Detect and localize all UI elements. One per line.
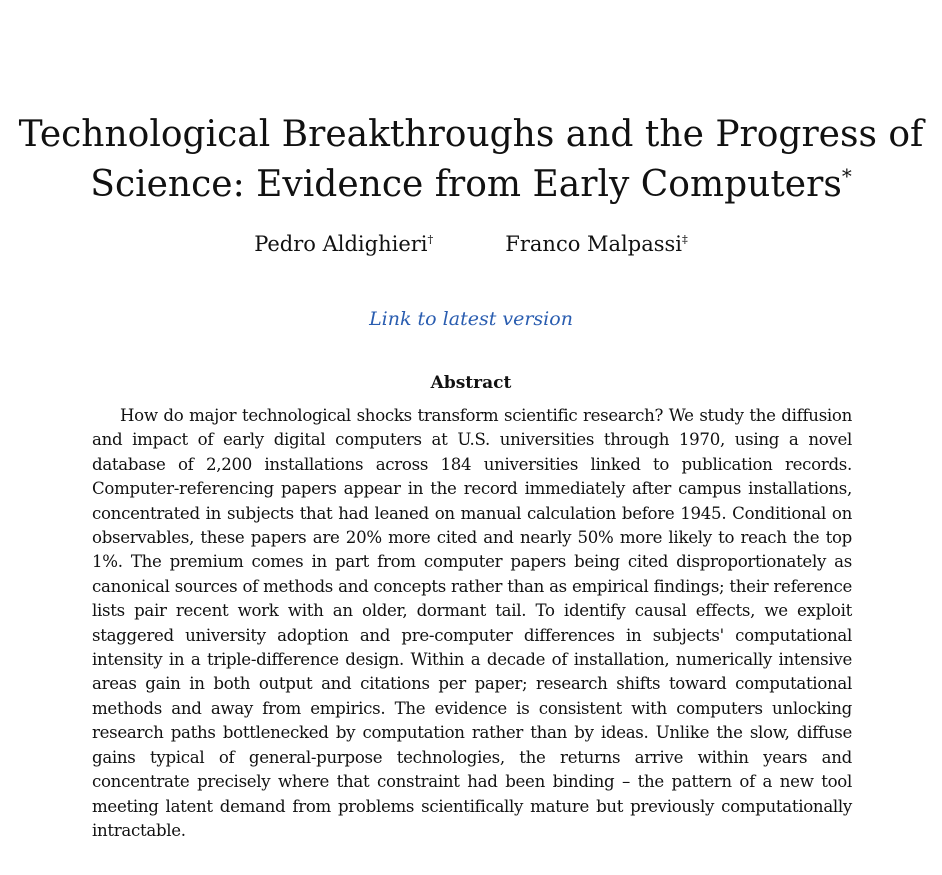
author-footnote-mark: ‡ bbox=[682, 232, 688, 246]
author-name: Pedro Aldighieri bbox=[254, 232, 428, 256]
paper-title bbox=[0, 110, 942, 210]
latest-version-link[interactable]: Link to latest version bbox=[369, 308, 573, 330]
author bbox=[254, 230, 433, 258]
author bbox=[505, 230, 688, 258]
abstract-body: How do major technological shocks transform scientific research? We study the diffusion and impact of early digital computers at U.S. universities through 1970, using a novel database of 2,200 installations across 184 universities linked to publication records. Computer-referencing papers appear in the record immediately after campus installations, concentrated in subjects that had leaned on manual calculation before 1945. Conditional on observables, these papers are 20% more cited and nearly 50% more likely to reach the top 1%. The premium comes in part from computer papers being cited disproportionately as canonical sources of methods and concepts rather than as empirical findings; their reference lists pair recent work with an older, dormant tail. To identify causal effects, we exploit staggered university adoption and pre-computer differences in subjects' computational intensity in a triple-difference design. Within a decade of installation, numerically intensive areas gain in both output and citations per paper; research shifts toward computational methods and away from empirics. The evidence is consistent with computers unlocking research paths bottlenecked by computation rather than by ideas. Unlike the slow, diffuse gains typical of general-purpose technologies, the returns arrive within years and concentrate precisely where that constraint had been binding – the pattern of a new tool meeting latent demand from problems scientifically mature but previously computationally intractable. bbox=[92, 406, 852, 840]
author-footnote-mark: † bbox=[427, 232, 434, 246]
title-footnote-mark: * bbox=[841, 165, 852, 189]
author-list bbox=[0, 230, 942, 258]
abstract-heading: Abstract bbox=[430, 373, 512, 393]
paper-title-text: Technological Breakthroughs and the Progress of Science: Evidence from Early Computers bbox=[18, 114, 924, 206]
author-name: Franco Malpassi bbox=[505, 232, 683, 256]
